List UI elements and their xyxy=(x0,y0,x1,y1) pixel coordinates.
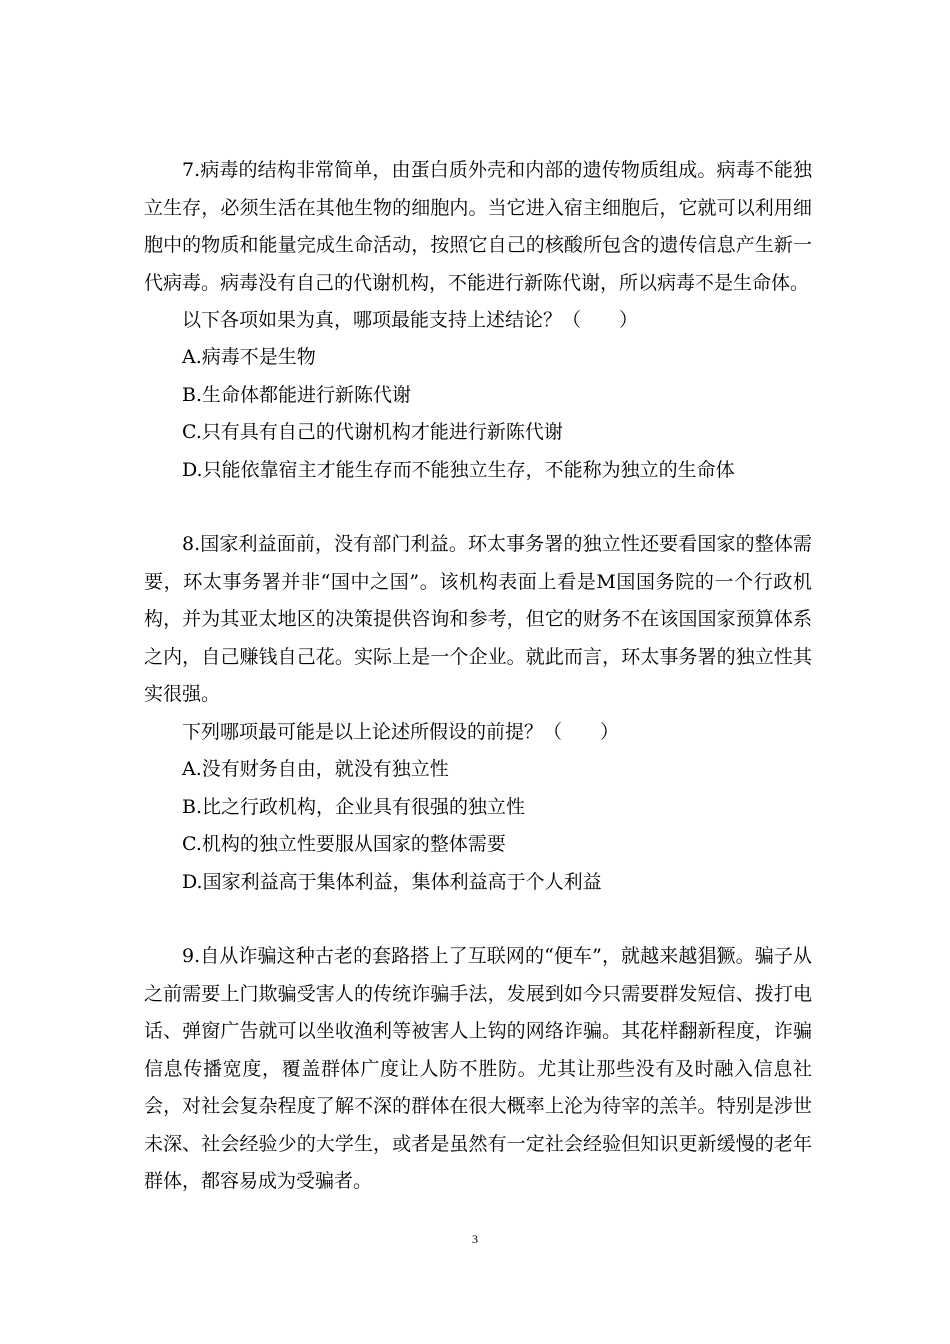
question-8-option-b: B.比之行政机构，企业具有很强的独立性 xyxy=(182,796,526,818)
question-7-option-c: C.只有具有自己的代谢机构才能进行新陈代谢 xyxy=(182,421,563,443)
question-8-option-c: C.机构的独立性要服从国家的整体需要 xyxy=(182,833,506,855)
question-8-passage: 8.国家利益面前，没有部门利益。环太事务署的独立性还要看国家的整体需要，环太事务署并非“国中之国”。该机构表面上看是M国国务院的一个行政机构，并为其亚太地区的决策提供咨询和参考，但它的财务不在该国国家预算体系之内，自己赚钱自己花。实际上是一个企业。就此而言，环太事务署的独立性其实很强。 xyxy=(144,533,812,705)
question-7-prompt: 以下各项如果为真，哪项最能支持上述结论？（ ） xyxy=(182,309,639,331)
question-7-option-a: A.病毒不是生物 xyxy=(182,346,316,368)
question-8-option-a: A.没有财务自由，就没有独立性 xyxy=(182,758,449,780)
question-8-option-d: D.国家利益高于集体利益，集体利益高于个人利益 xyxy=(182,871,602,893)
question-7-option-d: D.只能依靠宿主才能生存而不能独立生存，不能称为独立的生命体 xyxy=(182,459,735,481)
question-7-option-b: B.生命体都能进行新陈代谢 xyxy=(182,384,412,406)
question-8-prompt: 下列哪项最可能是以上论述所假设的前提？（ ） xyxy=(182,721,620,743)
page-number: 3 xyxy=(472,1232,478,1246)
question-9-passage: 9.自从诈骗这种古老的套路搭上了互联网的“便车”，就越来越猖獗。骗子从之前需要上门欺骗受害人的传统诈骗手法，发展到如今只需要群发短信、拨打电话、弹窗广告就可以坐收渔利等被害人上钩的网络诈骗。其花样翻新程度，诈骗信息传播宽度，覆盖群体广度让人防不胜防。尤其让那些没有及时融入信息社会，对社会复杂程度了解不深的群体在很大概率上沦为待宰的羔羊。特别是涉世未深、社会经验少的大学生，或者是虽然有一定社会经验但知识更新缓慢的老年群体，都容易成为受骗者。 xyxy=(144,945,812,1192)
question-7-passage: 7.病毒的结构非常简单，由蛋白质外壳和内部的遗传物质组成。病毒不能独立生存，必须生活在其他生物的细胞内。当它进入宿主细胞后，它就可以利用细胞中的物质和能量完成生命活动，按照它自己的核酸所包含的遗传信息产生新一代病毒。病毒没有自己的代谢机构，不能进行新陈代谢，所以病毒不是生命体。 xyxy=(144,159,812,294)
